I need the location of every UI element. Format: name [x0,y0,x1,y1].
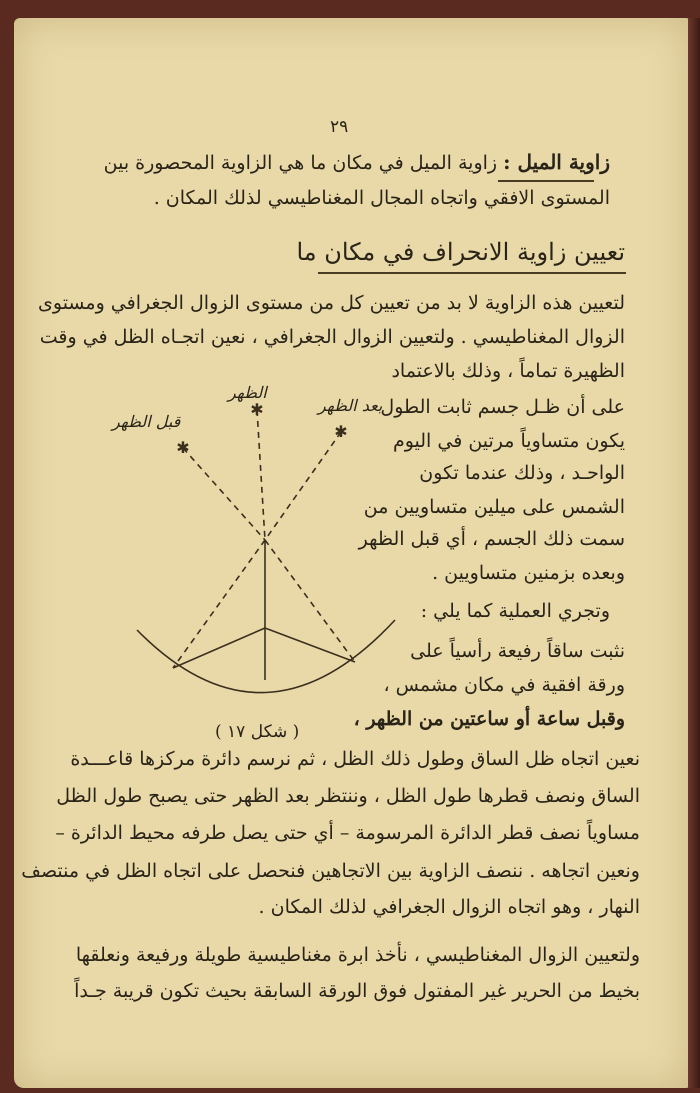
procedure-line-2: ورقة افقية في مكان مشمس ، [383,674,625,696]
paragraph-2-line-3: مساوياً نصف قطر الدائرة المرسومة – أي حتى يصل طرفه محيط الدائرة – [55,822,640,844]
shadow-after-dashed [265,540,355,662]
paragraph-1-line-2: الزوال المغناطيسي . ولتعيين الزوال الجغرافي ، نعين اتجـاه الظل في وقت [39,326,625,348]
star-after-icon: ✱ [334,422,348,441]
paragraph-3-line-1: ولتعيين الزوال المغناطيسي ، نأخذ ابرة مغناطيسية طويلة ورفيعة ونعلقها [75,944,640,966]
paragraph-2-line-1: نعين اتجاه ظل الساق وطول ذلك الظل ، ثم نرسم دائرة مركزها قاعـــدة [70,748,640,770]
star-noon-icon: ✱ [250,400,264,419]
section-title: تعيين زاوية الانحراف في مكان ما [296,238,625,266]
ray-after-noon [265,432,341,540]
definition-line-2: المستوى الافقي واتجاه المجال المغناطيسي لذلك المكان . [153,187,610,209]
paragraph-1-line-3: الظهيرة تماماً ، وذلك بالاعتماد [391,360,625,382]
label-noon: الظهر [228,383,267,402]
figure-17-diagram [105,380,405,720]
definition-text: زاوية الميل في مكان ما هي الزاوية المحصورة بين [103,152,498,174]
label-after-noon: بعد الظهر [318,396,383,415]
side-line-3: الواحـد ، وذلك عندما تكون [419,462,625,484]
section-title-underline [318,272,626,274]
ray-before-noon [183,448,265,540]
side-line-4: الشمس على ميلين متساويين من [363,496,625,518]
procedure-intro: وتجري العملية كما يلي : [420,600,610,622]
paragraph-1-line-1: لتعيين هذه الزاوية لا بد من تعيين كل من مستوى الزوال الجغرافي ومستوى [38,292,625,314]
side-line-1: على أن ظـل جسم ثابت الطول [380,396,625,418]
procedure-line-1: نثبت ساقاً رفيعة رأسياً على [410,640,625,662]
paragraph-2-line-4: ونعين اتجاهه . ننصف الزاوية بين الاتجاهين فنحصل على اتجاه الظل في منتصف [21,860,640,882]
label-before-noon: قبل الظهر [112,412,181,431]
page-edge [688,18,700,1088]
star-before-icon: ✱ [176,438,190,457]
procedure-line-3: وقبل ساعة أو ساعتين من الظهر ، [353,708,625,730]
shadow-circle-arc [137,620,395,693]
term-underline [498,180,594,182]
paragraph-2-line-5: النهار ، وهو اتجاه الزوال الجغرافي لذلك المكان . [258,896,640,918]
side-line-6: وبعده بزمنين متساويين . [432,562,625,584]
page-number: ٢٩ [330,117,349,137]
shadow-after-line [265,628,355,662]
figure-caption: ( شكل ١٧ ) [215,722,300,742]
paragraph-3-line-2: بخيط من الحرير غير المفتول فوق الورقة السابقة بحيث تكون قريبة جـداً [74,980,640,1002]
ray-noon [257,410,265,540]
definition-term: زاوية الميل : [503,150,610,174]
paragraph-2-line-2: الساق ونصف قطرها طول الظل ، وننتظر بعد الظهر حتى يصبح طول الظل [56,785,640,807]
definition-line-1 [104,150,610,174]
side-line-5: سمت ذلك الجسم ، أي قبل الظهر [358,528,625,550]
side-line-2: يكون متساوياً مرتين في اليوم [392,430,625,452]
